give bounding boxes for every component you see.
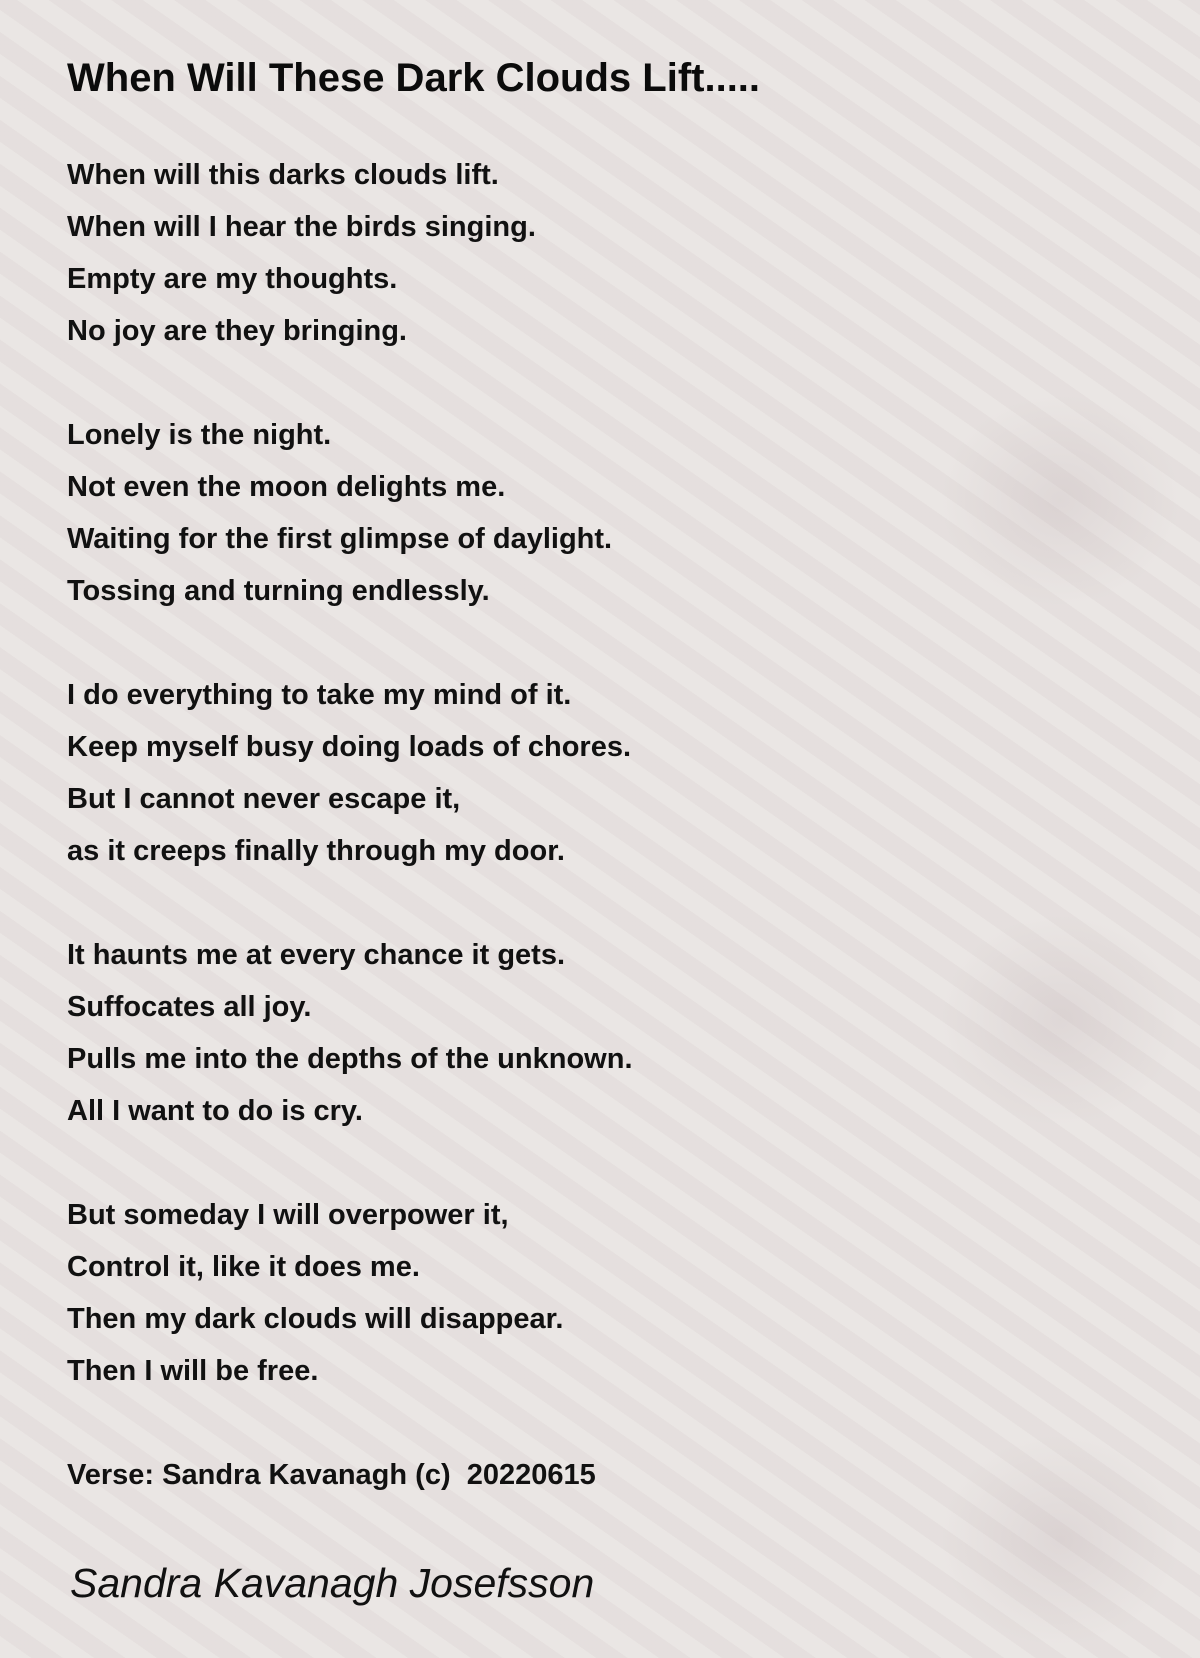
poem-title: When Will These Dark Clouds Lift..... [67,56,761,100]
poem-line: When will I hear the birds singing. [67,211,536,243]
poem-line: Waiting for the first glimpse of daylight. [67,523,613,555]
poem-line: Empty are my thoughts. [67,263,398,295]
credit-block [67,1449,1127,1501]
poem-body [67,149,1127,1553]
stanza-2 [67,409,1127,617]
stanza-3 [67,669,1127,877]
poem-line: No joy are they bringing. [67,315,407,347]
stanza-5 [67,1189,1127,1397]
poem-line: Not even the moon delights me. [67,471,506,503]
author-name: Sandra Kavanagh Josefsson [70,1560,595,1606]
poem-line: But someday I will overpower it, [67,1199,509,1231]
poem-line: Pulls me into the depths of the unknown. [67,1043,633,1075]
poem-line: Suffocates all joy. [67,991,312,1023]
poem-line: Tossing and turning endlessly. [67,575,490,607]
stanza-1 [67,149,1127,357]
poem-line: Control it, like it does me. [67,1251,420,1283]
poem-line: All I want to do is cry. [67,1095,363,1127]
poem-line: I do everything to take my mind of it. [67,679,572,711]
poem-line: But I cannot never escape it, [67,783,461,815]
poem-line: It haunts me at every chance it gets. [67,939,566,971]
stanza-4 [67,929,1127,1137]
verse-credit: Verse: Sandra Kavanagh (c) 20220615 [67,1459,596,1491]
poem-line: Keep myself busy doing loads of chores. [67,731,632,763]
poem-line: Lonely is the night. [67,419,332,451]
poem-line: When will this darks clouds lift. [67,159,499,191]
poem-line: Then I will be free. [67,1355,319,1387]
poem-line: as it creeps finally through my door. [67,835,565,867]
poem-line: Then my dark clouds will disappear. [67,1303,564,1335]
